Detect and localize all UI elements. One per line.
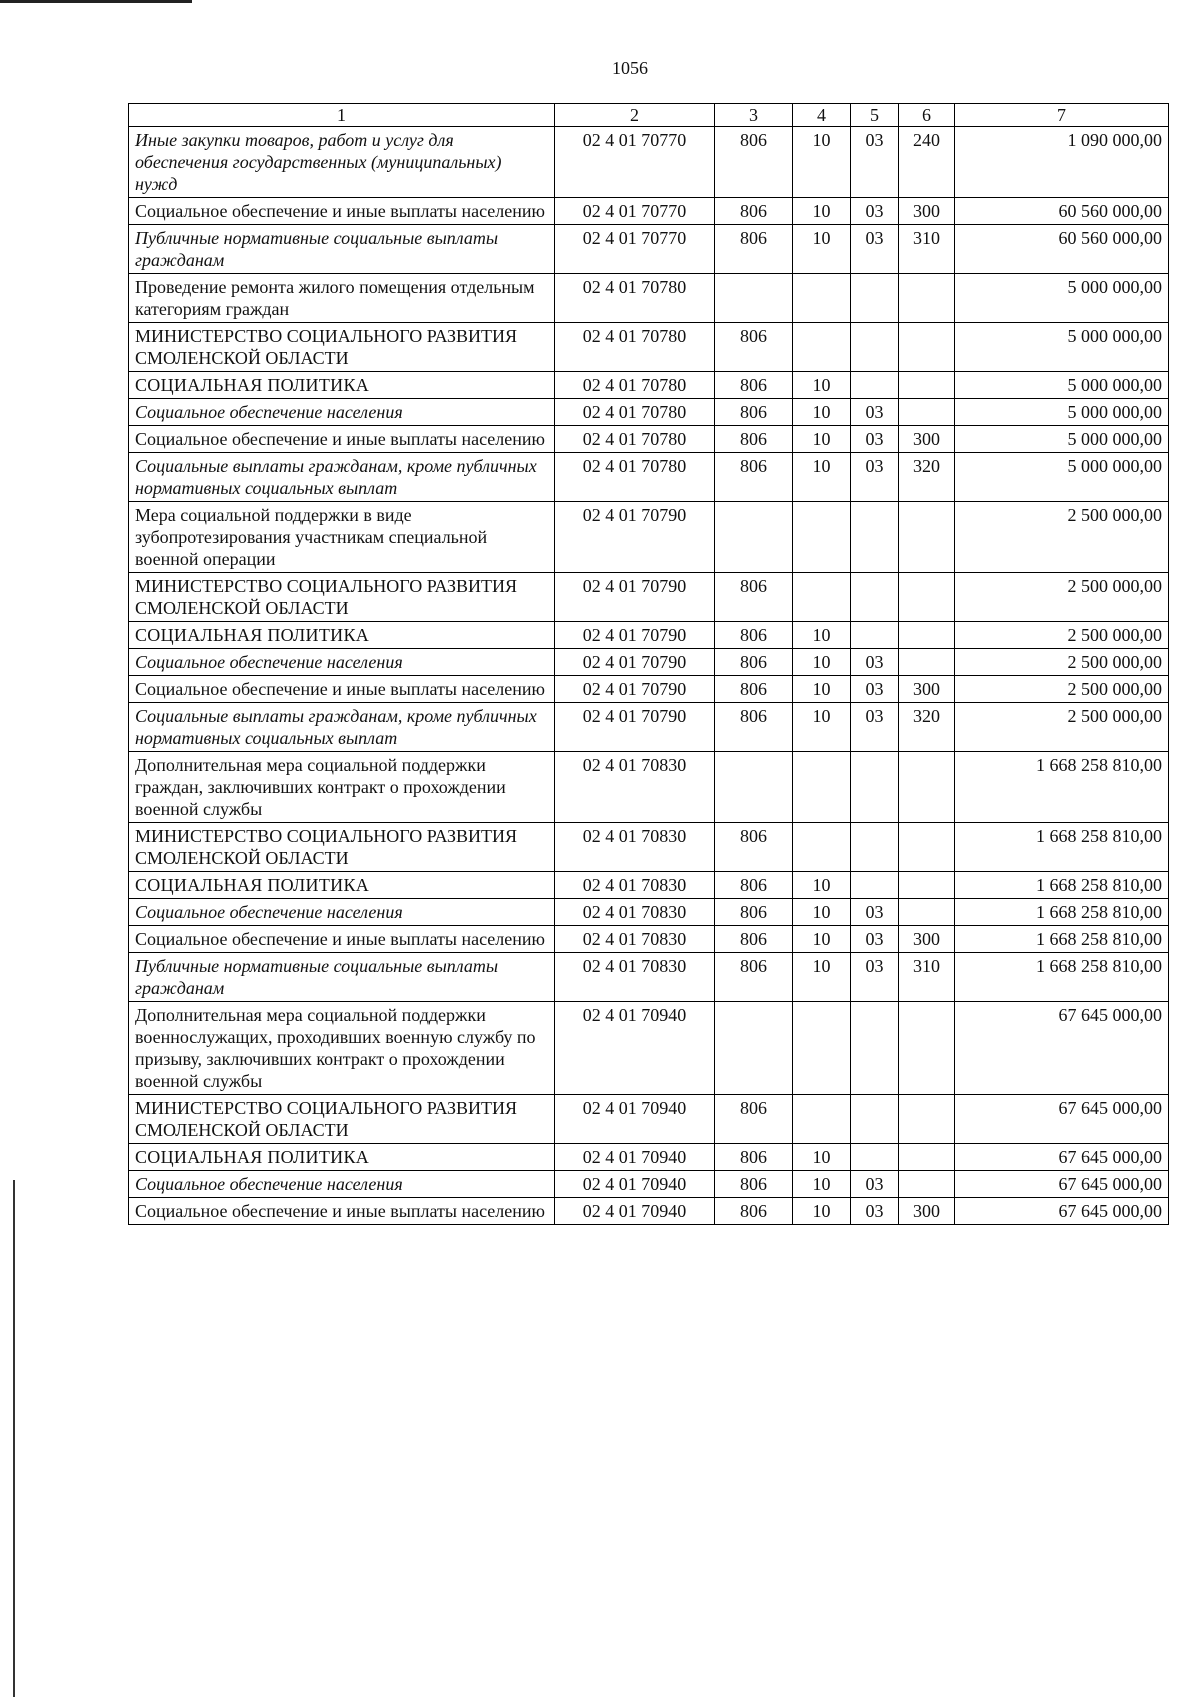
- item-name-cell: Социальное обеспечение населения: [129, 899, 555, 926]
- item-name-cell: Иные закупки товаров, работ и услуг для обеспечения государственных (муниципальных) нужд: [129, 127, 555, 198]
- administrator-code-cell: 806: [715, 372, 793, 399]
- item-name-cell: СОЦИАЛЬНАЯ ПОЛИТИКА: [129, 872, 555, 899]
- amount-cell: 67 645 000,00: [955, 1095, 1169, 1144]
- administrator-code-cell: 806: [715, 622, 793, 649]
- administrator-code-cell: 806: [715, 453, 793, 502]
- section-cell: 10: [793, 872, 851, 899]
- administrator-code-cell: [715, 502, 793, 573]
- subsection-cell: [851, 372, 899, 399]
- subsection-cell: 03: [851, 426, 899, 453]
- item-name-cell: Социальное обеспечение и иные выплаты населению: [129, 426, 555, 453]
- target-article-cell: 02 4 01 70940: [555, 1095, 715, 1144]
- table-row: [129, 1002, 1169, 1095]
- administrator-code-cell: 806: [715, 225, 793, 274]
- amount-cell: 2 500 000,00: [955, 622, 1169, 649]
- expense-type-cell: [899, 274, 955, 323]
- table-row: [129, 899, 1169, 926]
- section-cell: 10: [793, 926, 851, 953]
- expense-type-cell: [899, 622, 955, 649]
- table-row: [129, 872, 1169, 899]
- administrator-code-cell: [715, 1002, 793, 1095]
- column-header: 7: [955, 104, 1169, 127]
- table-row: [129, 1095, 1169, 1144]
- item-name-cell: Социальное обеспечение и иные выплаты населению: [129, 1198, 555, 1225]
- administrator-code-cell: 806: [715, 872, 793, 899]
- table-row: [129, 1198, 1169, 1225]
- item-name-cell: Проведение ремонта жилого помещения отдельным категориям граждан: [129, 274, 555, 323]
- page-number: 1056: [612, 58, 648, 78]
- expense-type-cell: [899, 1002, 955, 1095]
- expense-type-cell: [899, 1144, 955, 1171]
- amount-cell: 67 645 000,00: [955, 1171, 1169, 1198]
- item-name-cell: Дополнительная мера социальной поддержки граждан, заключивших контракт о прохождении военной службы: [129, 752, 555, 823]
- subsection-cell: [851, 1002, 899, 1095]
- target-article-cell: 02 4 01 70780: [555, 453, 715, 502]
- table-row: [129, 426, 1169, 453]
- administrator-code-cell: 806: [715, 953, 793, 1002]
- table-row: [129, 676, 1169, 703]
- table-row: [129, 453, 1169, 502]
- administrator-code-cell: 806: [715, 926, 793, 953]
- expense-type-cell: [899, 502, 955, 573]
- amount-cell: 5 000 000,00: [955, 274, 1169, 323]
- target-article-cell: 02 4 01 70830: [555, 953, 715, 1002]
- target-article-cell: 02 4 01 70790: [555, 703, 715, 752]
- expense-type-cell: 300: [899, 198, 955, 225]
- item-name-cell: Мера социальной поддержки в виде зубопротезирования участникам специальной военной операции: [129, 502, 555, 573]
- table-row: [129, 622, 1169, 649]
- administrator-code-cell: 806: [715, 1171, 793, 1198]
- item-name-cell: Социальные выплаты гражданам, кроме публичных нормативных социальных выплат: [129, 453, 555, 502]
- subsection-cell: 03: [851, 1198, 899, 1225]
- target-article-cell: 02 4 01 70790: [555, 676, 715, 703]
- subsection-cell: [851, 823, 899, 872]
- table-row: [129, 225, 1169, 274]
- amount-cell: 67 645 000,00: [955, 1198, 1169, 1225]
- budget-table: [128, 103, 1169, 1225]
- item-name-cell: Социальное обеспечение и иные выплаты населению: [129, 926, 555, 953]
- section-cell: 10: [793, 1144, 851, 1171]
- item-name-cell: МИНИСТЕРСТВО СОЦИАЛЬНОГО РАЗВИТИЯ СМОЛЕНСКОЙ ОБЛАСТИ: [129, 323, 555, 372]
- section-cell: 10: [793, 453, 851, 502]
- table-row: [129, 372, 1169, 399]
- amount-cell: 1 668 258 810,00: [955, 953, 1169, 1002]
- target-article-cell: 02 4 01 70790: [555, 502, 715, 573]
- subsection-cell: 03: [851, 676, 899, 703]
- amount-cell: 67 645 000,00: [955, 1144, 1169, 1171]
- section-cell: 10: [793, 953, 851, 1002]
- expense-type-cell: [899, 823, 955, 872]
- section-cell: 10: [793, 399, 851, 426]
- amount-cell: 2 500 000,00: [955, 676, 1169, 703]
- target-article-cell: 02 4 01 70770: [555, 225, 715, 274]
- amount-cell: 1 090 000,00: [955, 127, 1169, 198]
- expense-type-cell: [899, 323, 955, 372]
- table-row: [129, 127, 1169, 198]
- item-name-cell: Социальное обеспечение и иные выплаты населению: [129, 676, 555, 703]
- section-cell: 10: [793, 198, 851, 225]
- table-row: [129, 502, 1169, 573]
- item-name-cell: МИНИСТЕРСТВО СОЦИАЛЬНОГО РАЗВИТИЯ СМОЛЕНСКОЙ ОБЛАСТИ: [129, 1095, 555, 1144]
- expense-type-cell: 310: [899, 225, 955, 274]
- section-cell: 10: [793, 649, 851, 676]
- amount-cell: 2 500 000,00: [955, 573, 1169, 622]
- amount-cell: 1 668 258 810,00: [955, 823, 1169, 872]
- target-article-cell: 02 4 01 70830: [555, 752, 715, 823]
- item-name-cell: МИНИСТЕРСТВО СОЦИАЛЬНОГО РАЗВИТИЯ СМОЛЕНСКОЙ ОБЛАСТИ: [129, 823, 555, 872]
- expense-type-cell: [899, 649, 955, 676]
- table-row: [129, 323, 1169, 372]
- scan-edge-left: [13, 1180, 15, 1697]
- amount-cell: 5 000 000,00: [955, 453, 1169, 502]
- section-cell: 10: [793, 676, 851, 703]
- target-article-cell: 02 4 01 70770: [555, 198, 715, 225]
- section-cell: 10: [793, 225, 851, 274]
- section-cell: [793, 752, 851, 823]
- column-header: 5: [851, 104, 899, 127]
- item-name-cell: СОЦИАЛЬНАЯ ПОЛИТИКА: [129, 1144, 555, 1171]
- section-cell: [793, 823, 851, 872]
- target-article-cell: 02 4 01 70780: [555, 426, 715, 453]
- amount-cell: 1 668 258 810,00: [955, 752, 1169, 823]
- scan-edge-top: [0, 0, 192, 3]
- subsection-cell: [851, 752, 899, 823]
- administrator-code-cell: 806: [715, 1144, 793, 1171]
- section-cell: 10: [793, 1171, 851, 1198]
- section-cell: 10: [793, 703, 851, 752]
- column-header: 3: [715, 104, 793, 127]
- subsection-cell: 03: [851, 399, 899, 426]
- column-header: 2: [555, 104, 715, 127]
- expense-type-cell: [899, 1095, 955, 1144]
- amount-cell: 2 500 000,00: [955, 649, 1169, 676]
- administrator-code-cell: 806: [715, 703, 793, 752]
- table-row: [129, 198, 1169, 225]
- section-cell: [793, 1002, 851, 1095]
- item-name-cell: СОЦИАЛЬНАЯ ПОЛИТИКА: [129, 622, 555, 649]
- table-row: [129, 1144, 1169, 1171]
- section-cell: 10: [793, 1198, 851, 1225]
- administrator-code-cell: 806: [715, 573, 793, 622]
- amount-cell: 1 668 258 810,00: [955, 926, 1169, 953]
- table-row: [129, 823, 1169, 872]
- expense-type-cell: [899, 399, 955, 426]
- table-row: [129, 953, 1169, 1002]
- administrator-code-cell: 806: [715, 823, 793, 872]
- expense-type-cell: 320: [899, 703, 955, 752]
- target-article-cell: 02 4 01 70830: [555, 823, 715, 872]
- section-cell: 10: [793, 426, 851, 453]
- item-name-cell: Публичные нормативные социальные выплаты гражданам: [129, 953, 555, 1002]
- subsection-cell: 03: [851, 899, 899, 926]
- table-row: [129, 573, 1169, 622]
- table-row: [129, 752, 1169, 823]
- target-article-cell: 02 4 01 70830: [555, 926, 715, 953]
- subsection-cell: 03: [851, 953, 899, 1002]
- item-name-cell: Социальное обеспечение населения: [129, 649, 555, 676]
- administrator-code-cell: 806: [715, 399, 793, 426]
- expense-type-cell: [899, 1171, 955, 1198]
- target-article-cell: 02 4 01 70770: [555, 127, 715, 198]
- administrator-code-cell: 806: [715, 198, 793, 225]
- expense-type-cell: 320: [899, 453, 955, 502]
- subsection-cell: [851, 323, 899, 372]
- section-cell: [793, 1095, 851, 1144]
- expense-type-cell: 300: [899, 1198, 955, 1225]
- expense-type-cell: 300: [899, 426, 955, 453]
- subsection-cell: 03: [851, 1171, 899, 1198]
- subsection-cell: [851, 872, 899, 899]
- subsection-cell: 03: [851, 926, 899, 953]
- target-article-cell: 02 4 01 70830: [555, 899, 715, 926]
- expense-type-cell: [899, 372, 955, 399]
- amount-cell: 1 668 258 810,00: [955, 872, 1169, 899]
- column-header: 4: [793, 104, 851, 127]
- expense-type-cell: [899, 573, 955, 622]
- target-article-cell: 02 4 01 70780: [555, 323, 715, 372]
- section-cell: 10: [793, 622, 851, 649]
- table-row: [129, 703, 1169, 752]
- expense-type-cell: 310: [899, 953, 955, 1002]
- amount-cell: 60 560 000,00: [955, 225, 1169, 274]
- item-name-cell: Социальные выплаты гражданам, кроме публичных нормативных социальных выплат: [129, 703, 555, 752]
- expense-type-cell: 240: [899, 127, 955, 198]
- subsection-cell: 03: [851, 649, 899, 676]
- amount-cell: 5 000 000,00: [955, 426, 1169, 453]
- subsection-cell: [851, 274, 899, 323]
- subsection-cell: 03: [851, 225, 899, 274]
- target-article-cell: 02 4 01 70790: [555, 649, 715, 676]
- table-body: [129, 127, 1169, 1225]
- amount-cell: 2 500 000,00: [955, 502, 1169, 573]
- target-article-cell: 02 4 01 70830: [555, 872, 715, 899]
- target-article-cell: 02 4 01 70790: [555, 573, 715, 622]
- subsection-cell: [851, 573, 899, 622]
- administrator-code-cell: 806: [715, 649, 793, 676]
- item-name-cell: Дополнительная мера социальной поддержки военнослужащих, проходивших военную службу по призыву, заключивших контракт о прохождении военной службы: [129, 1002, 555, 1095]
- target-article-cell: 02 4 01 70940: [555, 1144, 715, 1171]
- section-cell: 10: [793, 127, 851, 198]
- target-article-cell: 02 4 01 70780: [555, 399, 715, 426]
- item-name-cell: Социальное обеспечение населения: [129, 1171, 555, 1198]
- subsection-cell: [851, 1095, 899, 1144]
- section-cell: [793, 502, 851, 573]
- target-article-cell: 02 4 01 70780: [555, 372, 715, 399]
- administrator-code-cell: 806: [715, 899, 793, 926]
- administrator-code-cell: [715, 274, 793, 323]
- subsection-cell: 03: [851, 198, 899, 225]
- table-row: [129, 399, 1169, 426]
- subsection-cell: 03: [851, 127, 899, 198]
- amount-cell: 2 500 000,00: [955, 703, 1169, 752]
- header-row: [129, 104, 1169, 127]
- administrator-code-cell: 806: [715, 323, 793, 372]
- section-cell: [793, 323, 851, 372]
- target-article-cell: 02 4 01 70940: [555, 1171, 715, 1198]
- item-name-cell: СОЦИАЛЬНАЯ ПОЛИТИКА: [129, 372, 555, 399]
- item-name-cell: Социальное обеспечение и иные выплаты населению: [129, 198, 555, 225]
- table-row: [129, 649, 1169, 676]
- administrator-code-cell: [715, 752, 793, 823]
- amount-cell: 5 000 000,00: [955, 323, 1169, 372]
- amount-cell: 60 560 000,00: [955, 198, 1169, 225]
- column-header: 6: [899, 104, 955, 127]
- amount-cell: 1 668 258 810,00: [955, 899, 1169, 926]
- section-cell: 10: [793, 899, 851, 926]
- target-article-cell: 02 4 01 70940: [555, 1002, 715, 1095]
- expense-type-cell: [899, 752, 955, 823]
- section-cell: [793, 274, 851, 323]
- administrator-code-cell: 806: [715, 1095, 793, 1144]
- amount-cell: 5 000 000,00: [955, 399, 1169, 426]
- subsection-cell: 03: [851, 453, 899, 502]
- expense-type-cell: [899, 899, 955, 926]
- item-name-cell: Публичные нормативные социальные выплаты гражданам: [129, 225, 555, 274]
- amount-cell: 5 000 000,00: [955, 372, 1169, 399]
- expense-type-cell: 300: [899, 926, 955, 953]
- section-cell: [793, 573, 851, 622]
- subsection-cell: [851, 502, 899, 573]
- administrator-code-cell: 806: [715, 676, 793, 703]
- section-cell: 10: [793, 372, 851, 399]
- administrator-code-cell: 806: [715, 426, 793, 453]
- target-article-cell: 02 4 01 70940: [555, 1198, 715, 1225]
- item-name-cell: МИНИСТЕРСТВО СОЦИАЛЬНОГО РАЗВИТИЯ СМОЛЕНСКОЙ ОБЛАСТИ: [129, 573, 555, 622]
- amount-cell: 67 645 000,00: [955, 1002, 1169, 1095]
- table-row: [129, 926, 1169, 953]
- table-row: [129, 274, 1169, 323]
- item-name-cell: Социальное обеспечение населения: [129, 399, 555, 426]
- expense-type-cell: [899, 872, 955, 899]
- expense-type-cell: 300: [899, 676, 955, 703]
- administrator-code-cell: 806: [715, 127, 793, 198]
- column-header: 1: [129, 104, 555, 127]
- subsection-cell: [851, 1144, 899, 1171]
- table-row: [129, 1171, 1169, 1198]
- target-article-cell: 02 4 01 70790: [555, 622, 715, 649]
- target-article-cell: 02 4 01 70780: [555, 274, 715, 323]
- administrator-code-cell: 806: [715, 1198, 793, 1225]
- subsection-cell: 03: [851, 703, 899, 752]
- subsection-cell: [851, 622, 899, 649]
